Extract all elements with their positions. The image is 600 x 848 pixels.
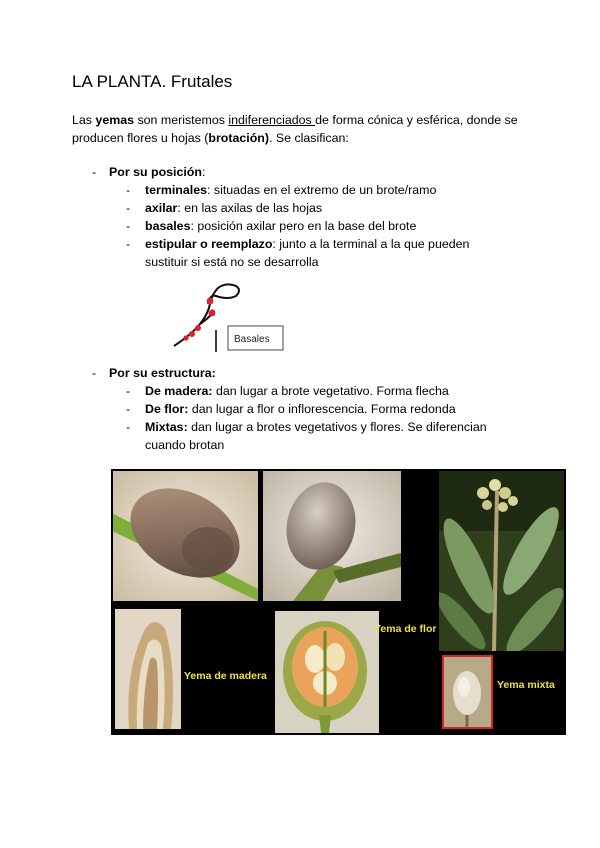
list-item (126, 382, 526, 400)
item-text: : en las axilas de las hojas (177, 201, 323, 215)
photo-branch-leaves (439, 471, 564, 651)
item-dash: - (126, 201, 131, 215)
item-text: : junto a la terminal a la que pueden sustituir si está no se desarrolla (145, 237, 470, 269)
item-dash: - (126, 420, 131, 434)
item-text: : posición axilar pero en la base del brote (190, 219, 417, 233)
item-term: terminales (145, 183, 207, 197)
item-dash: - (126, 219, 131, 233)
bud-dot (183, 335, 188, 340)
item-dash: - (126, 384, 131, 398)
caption-yema-madera: Yema de madera (184, 670, 267, 682)
bud-dot (189, 331, 195, 337)
photo-flower-bud-section (275, 611, 379, 733)
item-text: dan lugar a brote vegetativo. Forma flecha (212, 384, 449, 398)
bud-illustration (263, 471, 401, 601)
bud-illustration (113, 471, 258, 601)
list-item (126, 199, 526, 217)
photo-mixed-bud (442, 655, 493, 729)
list-item (126, 400, 526, 418)
caption-yema-mixta: Yema mixta (497, 679, 555, 691)
item-term: Mixtas: (145, 420, 188, 434)
item-term: De madera: (145, 384, 213, 398)
list-estructura (126, 382, 526, 454)
item-term: De flor: (145, 402, 189, 416)
item-dash: - (126, 402, 131, 416)
item-dash: - (126, 237, 131, 251)
branch-illustration (439, 471, 564, 651)
bud-position-sketch (170, 276, 286, 352)
section-heading-text: Por su posición (109, 165, 202, 179)
section-heading (109, 163, 205, 181)
section-illustration (275, 611, 379, 733)
photo-bud-wood-closeup (113, 471, 258, 601)
intro-text: son meristemos (134, 113, 229, 127)
item-text: : situadas en el extremo de un brote/ramo (206, 183, 437, 197)
bud-dot (209, 310, 216, 317)
intro-bold-yemas: yemas (95, 113, 135, 127)
item-term: axilar (145, 201, 178, 215)
section-heading: Por su estructura: (109, 366, 216, 380)
intro-bold-brotacion: brotación) (208, 131, 269, 145)
section-heading-colon: : (201, 165, 206, 179)
intro-text: Las (72, 113, 96, 127)
bud-dot (195, 325, 201, 331)
intro-underlined: indiferenciados (228, 113, 316, 127)
section-dash: - (92, 366, 97, 380)
bud-illustration (444, 657, 491, 727)
section-illustration (115, 609, 181, 729)
photo-bud-flower-closeup (263, 471, 401, 601)
list-item (126, 217, 526, 235)
list-item (126, 418, 525, 454)
intro-text: de forma cónica y esférica, donde se producen flores u hojas ( (72, 113, 518, 145)
item-term: basales (145, 219, 191, 233)
item-text: dan lugar a flor o inflorescencia. Forma redonda (188, 402, 456, 416)
item-dash: - (126, 183, 131, 197)
item-term: estipular o reemplazo (145, 237, 273, 251)
list-item (126, 181, 526, 199)
caption-yema-flor: Yema de flor (374, 623, 437, 635)
list-posicion (126, 181, 526, 271)
item-text: dan lugar a brotes vegetativos y flores. Se diferencian cuando brotan (145, 420, 487, 452)
section-dash: - (92, 165, 97, 179)
photo-wood-bud-section (115, 609, 181, 729)
intro-text: . Se clasifican: (268, 131, 349, 145)
list-item (126, 235, 505, 271)
basales-label: Basales (234, 334, 270, 345)
page-title: LA PLANTA. Frutales (72, 72, 233, 91)
intro-paragraph (72, 111, 542, 147)
bud-photo-collage (111, 469, 566, 735)
bud-dot (207, 298, 214, 305)
